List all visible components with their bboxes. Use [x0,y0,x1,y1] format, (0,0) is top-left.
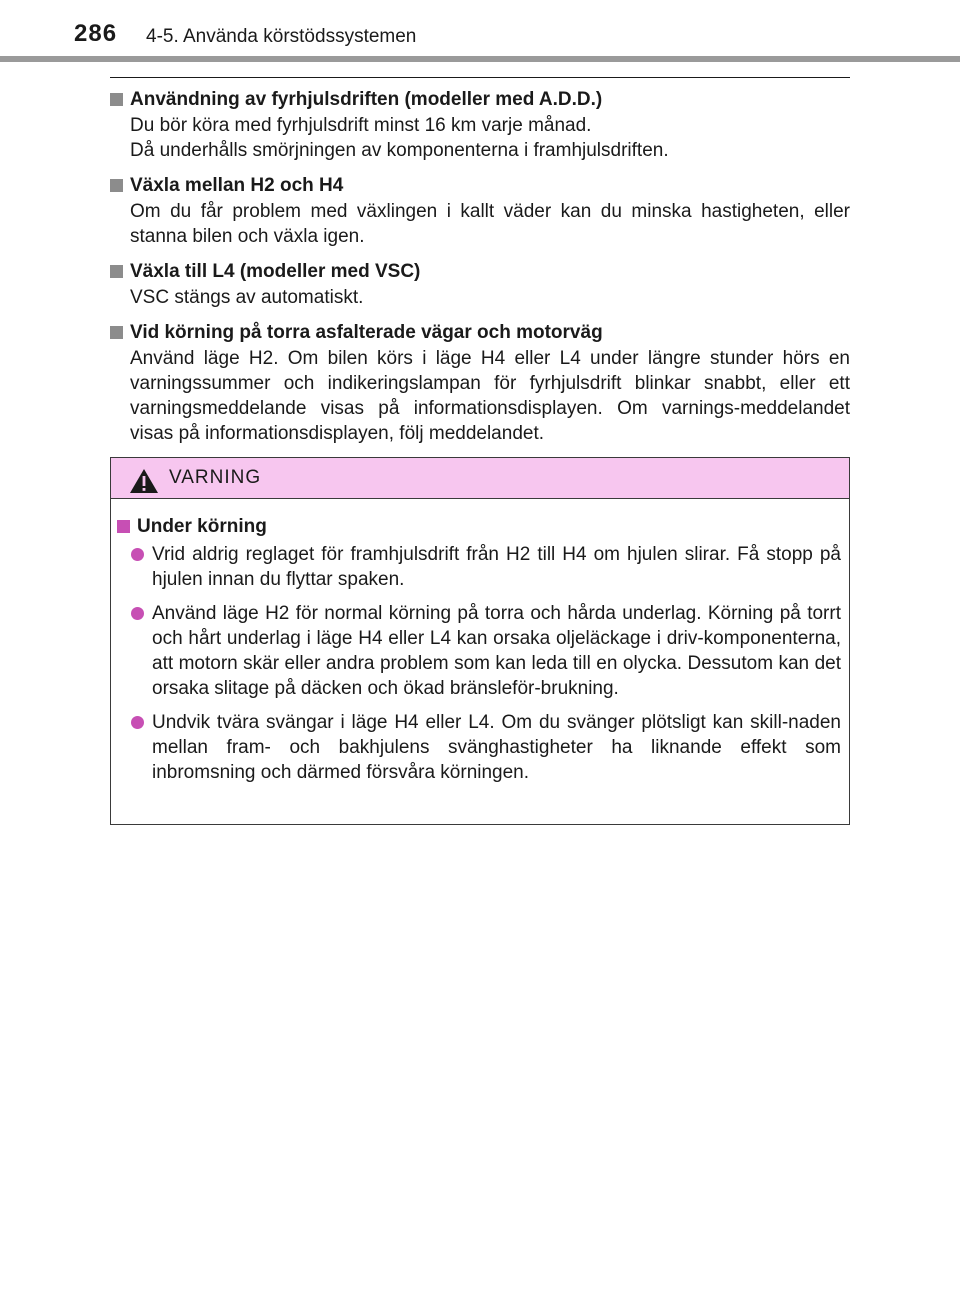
topic-paragraph: Du bör köra med fyrhjulsdrift minst 16 km varje månad. [130,115,592,136]
square-bullet-icon [117,520,130,533]
warning-item-text: Undvik tvära svängar i läge H4 eller L4. Om du svänger plötsligt kan skill-naden mellan fram- och bakhjulens svänghastigheter ha liknande effekt som inbromsning och därmed försvåra körningen. [152,712,841,783]
list-item [131,542,841,592]
topic-heading: Växla till L4 (modeller med VSC) [130,261,421,282]
warning-item-text: Vrid aldrig reglaget för framhjulsdrift från H2 till H4 om hjulen slirar. Få stopp på hjulen innan du flyttar spaken. [152,544,841,590]
topic-heading: Växla mellan H2 och H4 [130,175,344,196]
page-header [0,0,960,62]
topic-shift-l4 [110,258,850,310]
topic-shift-h2-h4 [110,172,850,249]
square-bullet-icon [110,326,123,339]
topic-paragraph: Använd läge H2. Om bilen körs i läge H4 eller L4 under längre stunder hörs en varningssummer och indikeringslampan för fyrhjulsdrift blinkar snabbt, eller ett varningsmeddelande visas på informationsdisplayen. Om varnings-meddelandet visas på informationsdisplayen, följ meddelandet. [130,348,850,444]
topic-paragraph: Då underhålls smörjningen av komponenterna i framhjulsdriften. [130,140,669,161]
section-title: 4-5. Använda körstödssystemen [146,26,417,47]
warning-item-text: Använd läge H2 för normal körning på torra och hårda underlag. Körning på torrt och hårt underlag i läge H4 eller L4 kan orsaka oljeläckage i driv-komponenterna, att motorn skär eller andra problem som kan leda till en olycka. Dessutom kan det orsaka slitage på däcken och ökad bränsleför-brukning. [152,603,841,699]
topic-dry-roads [110,319,850,446]
topic-heading: Vid körning på torra asfalterade vägar och motorväg [130,322,603,343]
warning-subheading: Under körning [137,516,267,537]
warning-box [110,457,850,825]
warning-body [111,499,849,785]
square-bullet-icon [110,93,123,106]
square-bullet-icon [110,179,123,192]
list-item [131,710,841,785]
warning-header [111,458,849,499]
list-item [131,601,841,701]
topic-heading: Användning av fyrhjulsdriften (modeller med A.D.D.) [130,89,603,110]
content-top-rule [110,77,850,78]
topic-paragraph: VSC stängs av automatiskt. [130,287,364,308]
page-number: 286 [74,20,118,47]
warning-triangle-icon [129,468,159,494]
topic-paragraph: Om du får problem med växlingen i kallt väder kan du minska hastigheten, eller stanna bilen och växla igen. [130,201,850,247]
topic-awd-usage [110,86,850,163]
header-rule [0,56,960,62]
main-content [110,86,850,455]
square-bullet-icon [110,265,123,278]
round-bullet-icon [131,548,144,561]
warning-title: VARNING [169,467,262,488]
round-bullet-icon [131,716,144,729]
round-bullet-icon [131,607,144,620]
